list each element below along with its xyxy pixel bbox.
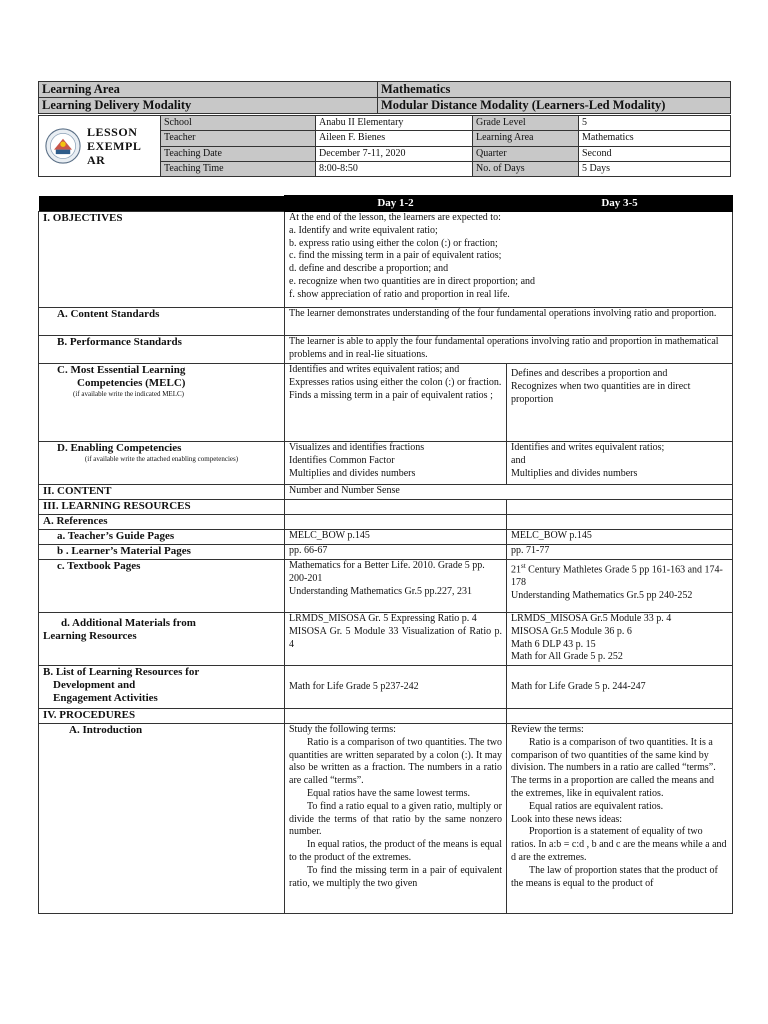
melc-item: Recognizes when two quantities are in direct proportion [511,380,691,405]
days-value: 5 Days [579,161,731,176]
empty-cell [507,500,733,515]
grade-value: 5 [579,116,731,131]
objectives-cell [285,212,733,308]
intro-day35 [507,724,733,914]
am-day35 [507,613,733,666]
deped-seal-icon [45,128,81,164]
am-item: Math 6 DLP 43 p. 15 [511,638,596,650]
tb-day12 [285,560,507,613]
intro-para: Review the terms: [511,724,584,735]
intro-para: Ratio is a comparison of two quantities. It is a comparison of two quantities of the same kind by division. The numbers in a ratio are called “terms”. The terms in a proportion are called the means and the extremes, like in equivalent ratios. [511,736,716,799]
melc-label-cell [39,364,285,442]
tb-item: Understanding Mathematics Gr.5 pp.227, 231 [289,585,473,597]
tb-item: Mathematics for a Better Life. 2010. Grade 5 pp. 200-201 [289,560,485,584]
enabling-item: Multiplies and divides numbers [511,467,638,479]
lr-label-line3: Engagement Activities [53,691,158,704]
performance-standards-label: B. Performance Standards [39,336,285,364]
col-day-1-2: Day 1-2 [285,196,507,212]
am-label-cell [39,613,285,666]
tg-day35: MELC_BOW p.145 [507,530,733,545]
header-table [38,81,731,114]
content-label: II. CONTENT [39,485,285,500]
days-label: No. of Days [473,161,579,176]
date-label: Teaching Date [161,146,316,161]
lr-label-line2: Development and [53,678,136,691]
intro-day12 [285,724,507,914]
performance-standards-value: The learner is able to apply the four fundamental operations involving ratio and proportion in mathematical problems and in real-lie situations. [285,336,733,364]
empty-cell [285,515,507,530]
enabling-label: D. Enabling Competencies [57,442,182,454]
tg-label: a. Teacher’s Guide Pages [39,530,285,545]
tb-day35 [507,560,733,613]
empty-cell [285,500,507,515]
enabling-item: Multiplies and divides numbers [289,467,416,479]
am-item: LRMDS_MISOSA Gr. 5 Expressing Ratio p. 4 [289,613,477,624]
quarter-value: Second [579,146,731,161]
resources-label: III. LEARNING RESOURCES [39,500,285,515]
empty-cell [507,515,733,530]
procedures-label: IV. PROCEDURES [39,709,285,724]
lr-label-line1: B. List of Learning Resources for [43,666,200,678]
am-label-line2: Learning Resources [43,629,137,642]
am-item: MISOSA Gr. 5 Module 33 Visualization of Ratio p. 4 [289,625,502,650]
melc-item: Finds a missing term in a pair of equivalent ratios ; [289,389,493,401]
lesson-table [38,195,733,914]
am-item: Math for All Grade 5 p. 252 [511,651,623,663]
am-item: LRMDS_MISOSA Gr.5 Module 33 p. 4 [511,613,672,624]
objective-item: At the end of the lesson, the learners are expected to: [289,212,501,223]
lm-day12: pp. 66-67 [285,545,507,560]
enabling-day35 [507,442,733,485]
modality-label: Learning Delivery Modality [39,98,378,114]
objective-item: c. find the missing term in a pair of equivalent ratios; [289,250,502,262]
content-standards-value: The learner demonstrates understanding of the four fundamental operations involving ratio and proportion. [285,308,733,336]
grade-label: Grade Level [473,116,579,131]
tb-label: c. Textbook Pages [39,560,285,613]
am-label-line1: d. Additional Materials from [61,617,196,629]
references-label: A. References [39,515,285,530]
melc-day12 [285,364,507,442]
logo-cell [39,116,161,177]
time-label: Teaching Time [161,161,316,176]
content-value: Number and Number Sense [285,485,733,500]
enabling-item: Identifies and writes equivalent ratios; [511,442,665,453]
intro-para: The law of proportion states that the product of the means is equal to the product of [511,864,718,889]
tb-item: Understanding Mathematics Gr.5 pp 240-252 [511,589,693,601]
col-day-3-5: Day 3-5 [507,196,733,212]
melc-note: (if available write the indicated MELC) [73,389,184,398]
lr-day35: Math for Life Grade 5 p. 244-247 [507,666,733,709]
enabling-item: Identifies Common Factor [289,454,395,466]
enabling-note: (if available write the attached enabling competencies) [84,454,239,463]
melc-item: Defines and describes a proportion and [511,368,668,379]
objective-item: e. recognize when two quantities are in direct proportion; and [289,275,536,287]
lesson-title-line2: EXEMPL [87,139,142,153]
intro-para: Ratio is a comparison of two quantities. The two quantities are written separated by a colon (:). It may also be written as a fraction. The numbers in a ratio are called “terms”. [289,736,502,787]
intro-para: Look into these news ideas: [511,813,623,825]
objectives-label: I. OBJECTIVES [39,212,285,308]
empty-cell [507,709,733,724]
time-value: 8:00-8:50 [316,161,473,176]
melc-item: Identifies and writes equivalent ratios; and [289,364,460,375]
area-value: Mathematics [579,131,731,146]
objective-item: a. Identify and write equivalent ratio; [289,224,438,236]
school-label: School [161,116,316,131]
tg-day12: MELC_BOW p.145 [285,530,507,545]
intro-para: Equal ratios are equivalent ratios. [529,800,664,812]
intro-para: To find the missing term in a pair of equivalent ratio, we multiply the two given [289,864,502,889]
enabling-day12 [285,442,507,485]
am-day12 [285,613,507,666]
content-standards-label: A. Content Standards [39,308,285,336]
intro-para: Study the following terms: [289,724,396,735]
objective-item: f. show appreciation of ratio and proportion in real life. [289,288,510,300]
enabling-item: and [511,454,526,466]
intro-label: A. Introduction [39,724,285,914]
empty-cell [285,709,507,724]
learning-area-label: Learning Area [39,82,378,98]
school-value: Anabu II Elementary [316,116,473,131]
objective-item: d. define and describe a proportion; and [289,263,449,275]
lesson-title-line3: AR [87,153,106,167]
am-item: MISOSA Gr.5 Module 36 p. 6 [511,625,632,637]
intro-para: Proportion is a statement of equality of two ratios. In a:b = c:d , b and c are the means while a and d are the extremes. [511,826,727,863]
enabling-item: Visualizes and identifies fractions [289,442,425,453]
tb-item: 21st Century Mathletes Grade 5 pp 161-163 and 174-178 [511,562,723,589]
objective-item: b. express ratio using either the colon (:) or fraction; [289,237,498,249]
lr-label-cell [39,666,285,709]
intro-para: In equal ratios, the product of the means is equal to the product of the extremes. [289,839,502,863]
learning-area-value: Mathematics [378,82,731,98]
area-label: Learning Area [473,131,579,146]
melc-label-line2: Competencies (MELC) [77,376,186,389]
teacher-value: Aileen F. Bienes [316,131,473,146]
lm-label: b . Learner’s Material Pages [39,545,285,560]
melc-item: Expresses ratios using either the colon (:) or fraction. [289,376,502,388]
modality-value: Modular Distance Modality (Learners-Led Modality) [378,98,731,114]
enabling-label-cell [39,442,285,485]
lr-day12: Math for Life Grade 5 p237-242 [285,666,507,709]
intro-para: Equal ratios have the same lowest terms. [307,787,471,799]
lesson-title-line1: LESSON [87,125,138,139]
intro-para: To find a ratio equal to a given ratio, multiply or divide the terms of that ratio by the same nonzero number. [289,800,502,838]
teacher-label: Teacher [161,131,316,146]
date-value: December 7-11, 2020 [316,146,473,161]
info-table [38,115,731,177]
corner-cell [39,196,285,212]
quarter-label: Quarter [473,146,579,161]
melc-day35 [507,364,733,442]
melc-label-line1: C. Most Essential Learning [57,364,186,376]
lm-day35: pp. 71-77 [507,545,733,560]
